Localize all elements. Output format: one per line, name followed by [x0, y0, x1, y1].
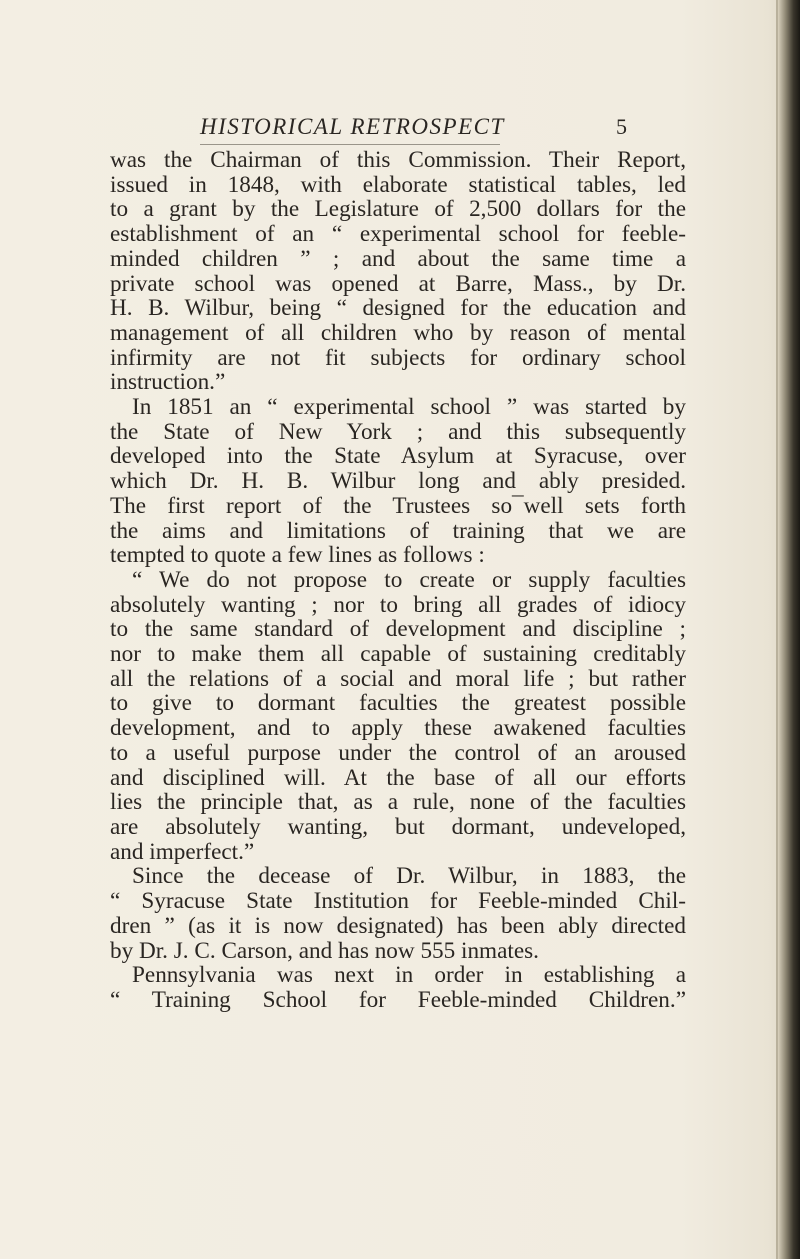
- text-line: management of all children who by reason of mental: [110, 319, 686, 346]
- text-line: nor to make them all capable of sustaining creditably: [110, 641, 686, 668]
- text-line: lies the principle that, as a rule, none of the faculties: [110, 789, 686, 816]
- text-line: issued in 1848, with elaborate statistical tables, led: [110, 171, 686, 198]
- body-text: [110, 148, 686, 1013]
- text-line: absolutely wanting ; nor to bring all grades of idiocy: [110, 591, 686, 618]
- text-line: In 1851 an “ experimental school ” was started by: [132, 394, 686, 421]
- page-header: [200, 114, 660, 148]
- text-line: which Dr. H. B. Wilbur long and ably presided.: [110, 468, 686, 495]
- text-line: minded children ” ; and about the same time a: [110, 245, 686, 272]
- text-line: to a useful purpose under the control of an aroused: [110, 739, 686, 766]
- text-line: establishment of an “ experimental school for feeble-: [110, 221, 686, 248]
- text-line: and imperfect.”: [110, 838, 255, 865]
- text-line: Since the decease of Dr. Wilbur, in 1883, the: [132, 863, 686, 890]
- running-head: HISTORICAL RETROSPECT: [200, 114, 505, 139]
- text-line: private school was opened at Barre, Mass., by Dr.: [110, 270, 686, 297]
- text-line: infirmity are not fit subjects for ordinary school: [110, 344, 686, 371]
- text-line: development, and to apply these awakened faculties: [110, 715, 686, 742]
- text-line: H. B. Wilbur, being “ designed for the education and: [110, 295, 686, 322]
- text-line: developed into the State Asylum at Syracuse, over: [110, 443, 686, 470]
- text-line: to a grant by the Legislature of 2,500 dollars for the: [110, 196, 686, 223]
- page-number: 5: [616, 114, 627, 139]
- text-line: by Dr. J. C. Carson, and has now 555 inmates.: [110, 937, 539, 964]
- text-line: are absolutely wanting, but dormant, undeveloped,: [110, 813, 686, 840]
- text-line: all the relations of a social and moral life ; but rather: [110, 665, 686, 692]
- text-line: to give to dormant faculties the greatest possible: [110, 690, 686, 717]
- text-line: Pennsylvania was next in order in establishing a: [132, 962, 686, 989]
- text-line: “ Training School for Feeble-minded Children.”: [110, 986, 686, 1013]
- text-line: and disciplined will. At the base of all our efforts: [110, 764, 686, 791]
- text-line: was the Chairman of this Commission. Their Report,: [110, 147, 686, 173]
- header-rule: [200, 144, 500, 145]
- text-line: the State of New York ; and this subsequently: [110, 418, 686, 445]
- page-gutter-shadow: [778, 0, 800, 1259]
- text-line: tempted to quote a few lines as follows :: [110, 542, 485, 569]
- text-line: The first report of the Trustees so¯well sets forth: [110, 492, 686, 519]
- text-line: to the same standard of development and discipline ;: [110, 616, 686, 643]
- text-line: dren ” (as it is now designated) has been ably directed: [110, 912, 686, 939]
- text-line: “ We do not propose to create or supply faculties: [132, 566, 686, 593]
- text-line: instruction.”: [110, 369, 226, 396]
- text-line: “ Syracuse State Institution for Feeble-minded Chil-: [110, 888, 686, 915]
- text-line: the aims and limitations of training that we are: [110, 517, 686, 544]
